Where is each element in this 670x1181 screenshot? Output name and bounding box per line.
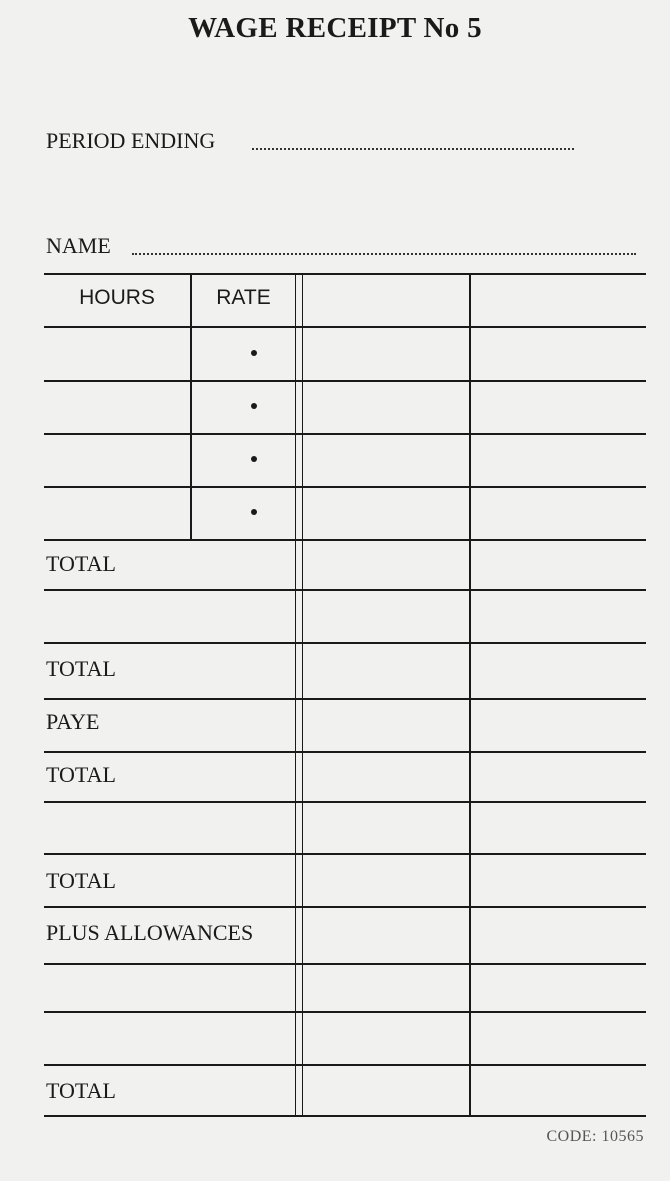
name-label: NAME (46, 233, 111, 258)
row-rule (44, 906, 646, 908)
receipt-title: WAGE RECEIPT No 5 (188, 12, 482, 44)
row-rule (44, 486, 646, 488)
rate-decimal-point (251, 403, 257, 409)
row-rule (44, 1064, 646, 1066)
form-code: CODE: 10565 (546, 1128, 644, 1145)
hours-column-header: HOURS (79, 286, 155, 309)
total-label-1: TOTAL (46, 551, 116, 576)
header-bottom-rule (44, 326, 646, 328)
row-rule (44, 642, 646, 644)
rate-decimal-point (251, 350, 257, 356)
row-rule (44, 801, 646, 803)
row-rule (44, 539, 646, 541)
total-label-4: TOTAL (46, 868, 116, 893)
rate-column-header: RATE (216, 286, 271, 309)
row-rule (44, 1011, 646, 1013)
row-rule (44, 853, 646, 855)
table-top-rule (44, 273, 646, 275)
name-field[interactable] (132, 253, 636, 255)
row-rule (44, 589, 646, 591)
plus-allowances-label: PLUS ALLOWANCES (46, 920, 254, 945)
total-label-5: TOTAL (46, 1078, 116, 1103)
rate-decimal-point (251, 456, 257, 462)
pounds-pence-divider (469, 273, 471, 1116)
hours-rate-divider (190, 273, 192, 539)
row-rule (44, 380, 646, 382)
paye-label: PAYE (46, 709, 100, 734)
row-rule (44, 963, 646, 965)
total-label-3: TOTAL (46, 762, 116, 787)
period-ending-field[interactable] (252, 148, 574, 150)
row-rule (44, 751, 646, 753)
row-rule (44, 698, 646, 700)
table-bottom-rule (44, 1115, 646, 1117)
rate-decimal-point (251, 509, 257, 515)
period-ending-label: PERIOD ENDING (46, 128, 216, 153)
amount-column-double-rule-right (302, 273, 303, 1116)
row-rule (44, 433, 646, 435)
amount-column-double-rule-left (295, 273, 296, 1116)
total-label-2: TOTAL (46, 656, 116, 681)
